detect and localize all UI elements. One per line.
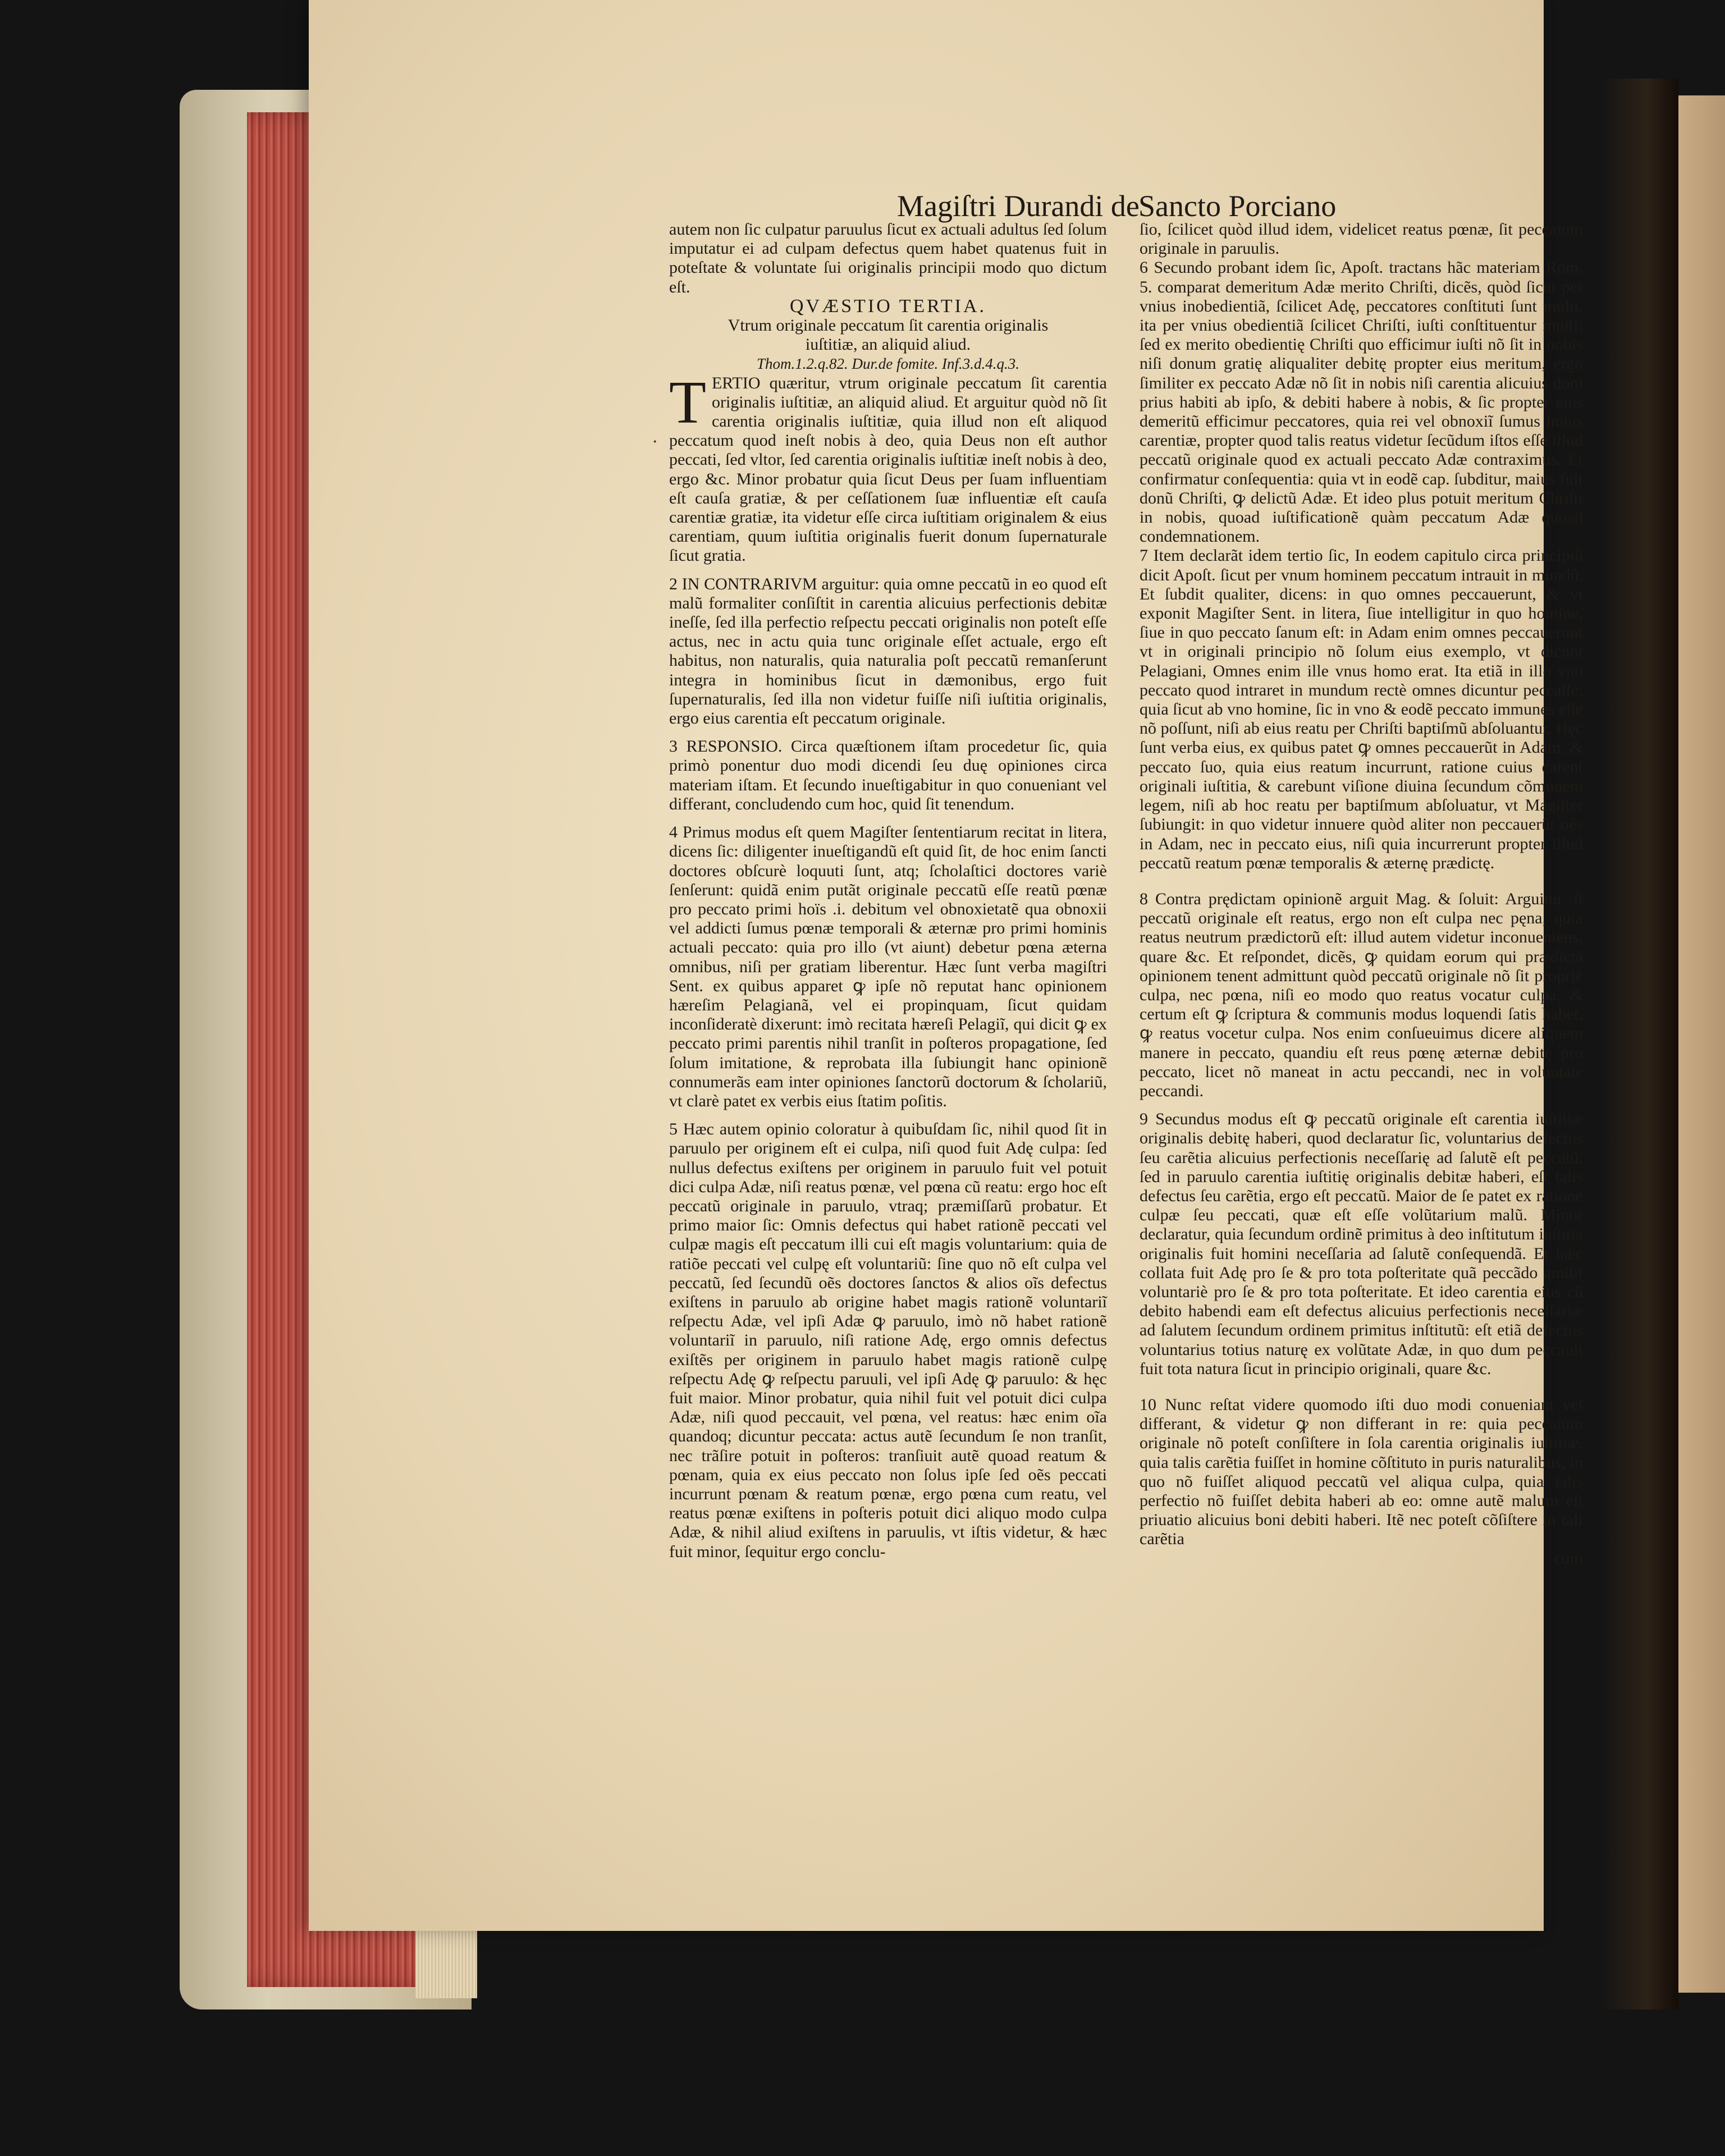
paragraph-5: 5 Hæc autem opinio coloratur à quibuſdam ſic, nihil quod ſit in paruulo per originem eſt ei culpa, niſi quod fuit Adę culpa: ſed nullus defectus exiſtens per originem in paruulo fuit vel potuit dici culpa Adæ, niſi reatus pœnæ, vel pœna cũ reatu: ergo hoc eſt peccatũ originale in paruulo, vtraq; præmiſſarũ probatur. Et primo maior ſic: Omnis defectus qui habet rationẽ peccati vel culpæ magis eſt peccatum illi cui eſt magis voluntarium: quia de ratiõe peccati vel culpę eſt voluntariũ: ſine quo nõ eſt culpa vel peccatũ, ſed ſecundũ oẽs doctores ſanctos & alios oĩs defectus exiſtens in paruulo ab origine habet magis rationẽ voluntariĩ reſpectu Adæ, vel ipſi Adæ ꝙ paruulo, imò nõ habet rationẽ voluntariĩ in paruulo, niſi ratione Adę, ergo omnis defectus exiſtẽs per originem in paruulo habet magis rationẽ culpę reſpectu Adę ꝙ reſpectu paruuli, vel ipſi Adę ꝙ paruulo: & hęc fuit maior. Minor probatur, quia nihil fuit vel potuit dici culpa Adæ, niſi quod peccauit, vel pœna, vel reatus: hæc enim oĩa quandoq; dicuntur peccata: actus autẽ ſecundum ſe non tranſit, nec trãſire potuit in poſteros: tranſiuit autẽ quoad reatum & pœnam, quia ex eius peccato non ſolus ipſe ſed oẽs peccati incurrunt pœnam & reatum pœnæ, ergo pœna cum reatu, vel reatus pœnæ exiſtens in poſteris potuit dici aliquo modo culpa Adæ, & nihil aliud exiſtens in paruulis, vt iſtis videtur, & hæc fuit minor, ſequitur ergo conclu- <box>669 1120 1107 1561</box>
running-head-right: Sancto Porciano <box>1138 189 1337 223</box>
paragraph-2: 2 IN CONTRARIVM arguitur: quia omne peccatũ in eo quod eſt malũ formaliter conſiſtit in carentia alicuius perfectionis debitæ ineſſe, ſed illa perfectio reſpectu peccati originalis non poteſt eſſe actus, nec in actu quia tunc originale eſſet actuale, ergo eſt habitus, non naturalis, quia naturalia poſt peccatũ remanſerunt integra in hominibus ſicut in dæmonibus, ergo fuit ſupernaturalis, ſed illa non videtur fuiſſe niſi iuſtitia originalis, ergo eius carentia eſt peccatum originale. <box>669 574 1107 728</box>
paragraph-6: 6 Secundo probant idem ſic, Apoſt. tractans hãc materiam Rom. 5. comparat demeritum Adæ merito Chriſti, dicẽs, quòd ſicut per vnius inobedientiã, ſcilicet Adę, peccatores conſtituti ſunt multi, ita per vnius obedientiã ſcilicet Chriſti, iuſti conſtituentur multi: ſed ex merito obedientię Chriſti quo efficimur iuſti nõ ſit in nobis niſi donum gratię aliqualiter debitę propter eius meritum, ergo ſimiliter ex peccato Adæ nõ ſit in nobis niſi carentia alicuius doni prius habiti ab ipſo, & debiti habere à nobis, & ſic propter eius demeritũ efficimur peccatores, quia rei vel obnoxiĩ ſumus huius carentiæ, propter quod talis reatus videtur ſecũdum iſtos eſſe illud peccatũ originale quod ex actuali peccato Adæ contraximus. Et confirmatur conſequentia: quia vt in eodẽ cap. ſubditur, maius fuit donũ Chriſti, ꝙ delictũ Adæ. Et ideo plus potuit meritum Chriſti in nobis, quoad iuſtificationẽ quàm peccatum Adæ quoad condemnationem. <box>1140 258 1583 546</box>
facing-page-edge <box>1678 95 1725 1993</box>
paragraph-9: 9 Secundus modus eſt ꝙ peccatũ originale eſt carentia iuſtitiæ originalis debitę haberi, quod declaratur ſic, voluntarius defectus ſeu carẽtia alicuius perfectionis neceſſarię ad ſalutẽ eſt peccatũ, ſed in paruulo carentia iuſtitię originalis debitæ haberi, eſt talis defectus ſeu carẽtia, ergo eſt peccatũ. Maior de ſe patet ex ratione culpæ ſeu peccati, quæ eſt eſſe volũtarium malũ. Minor declaratur, quia ſecundum ordinẽ primitus à deo inſtitutum iuſtitia originalis fuit homini neceſſaria ad ſalutẽ conſequendã. Et hæc collata fuit Adę pro ſe & pro tota poſteritate quã peccãdo amiſit voluntariè pro ſe & pro tota poſteritate. Et ideo carentia eius cũ debito habendi eam eſt defectus alicuius perfectionis neceſſariæ ad ſalutem ſecundum ordinem primitus inſtitutũ: eſt etiã defectus voluntarius totius naturę ex volũtate Adæ, in quo dum peccauit fuit tota natura ſicut in principio originali, quare &c. <box>1140 1110 1583 1378</box>
intro-paragraph: autem non ſic culpatur paruulus ſicut ex actuali adultus ſed ſolum imputatur ei ad culpam defectus quem habet quatenus fuit in poteſtate & voluntate ſui originalis principii modo quo dictum eſt. <box>669 220 1107 296</box>
catchword: cum <box>1554 1549 1583 1568</box>
gutter-shadow <box>1600 79 1678 2009</box>
paragraph-8: 8 Contra prędictam opinionẽ arguit Mag. & ſoluit: Arguitur, ſi peccatũ originale eſt reatus, ergo non eſt culpa nec pęna, quia reatus neutrum prædictorũ eſt: illud autem videtur inconueniens, quare &c. Et reſpondet, dicẽs, ꝙ quidam eorum qui prædictã opinionem tenent admittunt quòd peccatũ originale nõ ſit propriè culpa, nec pœna, niſi eo modo quo reatus vocatur culpa, & certum eſt ꝙ ſcriptura & communis modus loquendi ſatis habet, ꝙ reatus vocetur culpa. Nos enim conſueuimus dicere aliquem manere in peccato, quandiu eſt reus pœnę æternæ debitę pro peccato, licet nõ maneat in actu peccandi, nec in voluntate peccandi. <box>1140 889 1583 1100</box>
right-column <box>1140 220 1583 1837</box>
paragraph-3: 3 RESPONSIO. Circa quæſtionem iſtam procedetur ſic, quia primò ponentur duo modi dicendi ſeu duę opiniones circa materiam iſtam. Et ſecundo inueſtigabitur in quo conueniant vel differant, concludendo cum hoc, quid ſit tenendum. <box>669 737 1107 813</box>
paragraph-10: 10 Nunc reſtat videre quomodo iſti duo modi conueniant vel differant, & videtur ꝙ non differant in re: quia peccatum originale nõ poteſt conſiſtere in ſola carentia originalis iuſtitiæ, quia talis carẽtia fuiſſet in homine cõſtituto in puris naturalibus, in quo nõ fuiſſet aliquod peccatũ vel aliqua culpa, quia talis perfectio nõ fuiſſet debita haberi ab eo: omne autẽ malum eſt priuatio alicuius boni debiti haberi. Itẽ nec poteſt cõſiſtere in tali carẽtia <box>1140 1395 1583 1549</box>
paragraph-4: 4 Primus modus eſt quem Magiſter ſententiarum recitat in litera, dicens ſic: diligenter inueſtigandũ eſt quid ſit, de hoc enim ſancti doctores obſcurè loquuti ſunt, atq; ſcholaſtici doctores variè ſenſerunt: quidã enim putãt originale peccatũ eſſe reatũ pœnæ pro peccato primi hoïs .i. debitum vel obnoxietatẽ qua obnoxii vel addicti ſumus pœnæ temporali & æternæ pro primi hominis actuali peccato: quia pro illo (vt aiunt) debetur pœna æterna omnibus, niſi per gratiam liberentur. Hæc ſunt verba magiſtri Sent. ex quibus apparet ꝙ ipſe nõ reputat hanc opinionem hæreſim Pelagianã, vel ei propinquam, ſicut quidam inconſideratè dixerunt: imò recitata hæreſi Pelagiĩ, qui dicit ꝙ ex peccato primi parentis nihil tranſit in poſteros propagatione, ſed ſolum imitatione, & reprobata illa ſubiungit hanc opinionẽ connumerãs eam inter opiniones ſanctorũ doctorum & ſcholariũ, vt clarè patet ex verbis eius ſtatim poſitis. <box>669 823 1107 1110</box>
running-head-left: Magiſtri Durandi de <box>897 189 1140 223</box>
margin-mark: · <box>652 432 658 452</box>
paragraph-1 <box>669 369 1107 566</box>
question-subtitle: Vtrum originale peccatum ſit carentia originalis iuſtitiæ, an aliquid aliud. <box>727 316 1049 354</box>
intro-paragraph-right: ſio, ſcilicet quòd illud idem, videlicet reatus pœnæ, ſit peccatum originale in paruulis. <box>1140 220 1583 258</box>
question-title: QVÆSTIO TERTIA. <box>789 295 987 317</box>
question-references: Thom.1.2.q.82. Dur.de fomite. Inf.3.d.4.q.3. <box>757 355 1019 373</box>
paragraph-7: 7 Item declarãt idem tertio ſic, In eodem capitulo circa principiũ dicit Apoſt. ſicut per vnum hominem peccatum intrauit in mundũ. Et ſubdit qualiter, dicens: in quo omnes peccauerunt, & vt exponit Magiſter Sent. in litera, ſiue intelligitur in quo homine, ſiue in quo peccato ſanum eſt: in Adam enim omnes peccauerunt vt in originali principio nõ ſolum eius exemplo, vt dicunt Pelagiani, Omnes enim ille vnus homo erat. Ita etiã in illo vno peccato quod intraret in mundum rectè omnes dicuntur peccaſſe: quia ſicut ab vno homine, ſic in vno & eodẽ peccato immunes eſſe nõ poſſunt, niſi ab eius reatu per Chriſti baptiſmũ abſoluantur. Hęc ſunt verba eius, ex quibus patet ꝙ omnes peccauerũt in Adam, & peccato ſuo, quia eius reatum incurrunt, ratione cuius carent originali iuſtitia, & carebunt viſione diuina ſecundum cõmunem legem, niſi ab hoc reatu per baptiſmum abſoluatur, vt Magiſter ſubiungit: in quo videtur innuere quòd aliter non peccauerũt oẽs in Adam, nec in peccato eius, niſi quia incurrerunt propter illud peccatũ reatum pœnæ temporalis & æternę prædictę. <box>1140 546 1583 872</box>
left-column <box>669 220 1107 1837</box>
paragraph-1-text: ERTIO quæritur, vtrum originale peccatum ſit carentia originalis iuſtitiæ, an aliquid aliud. Et arguitur quòd nõ ſit carentia originalis iuſtitiæ, quia illud non eſt aliquod peccatum quod ineſt nobis à deo, quia Deus non eſt author peccati, ſed vltor, ſed carentia originalis iuſtitiæ ineſt nobis à deo, ergo &c. Minor probatur quia ſicut Deus per ſuam influentiam eſt cauſa gratiæ, & per ceſſationem ſuæ influentiæ eſt cauſa carentiæ gratiæ, ita videtur eſſe circa iuſtitiam originalem & eius carentiam, quum iuſtitia originalis fuerit donum ſupernaturale ſicut gratia. <box>669 373 1107 565</box>
drop-capital: T <box>669 369 706 436</box>
